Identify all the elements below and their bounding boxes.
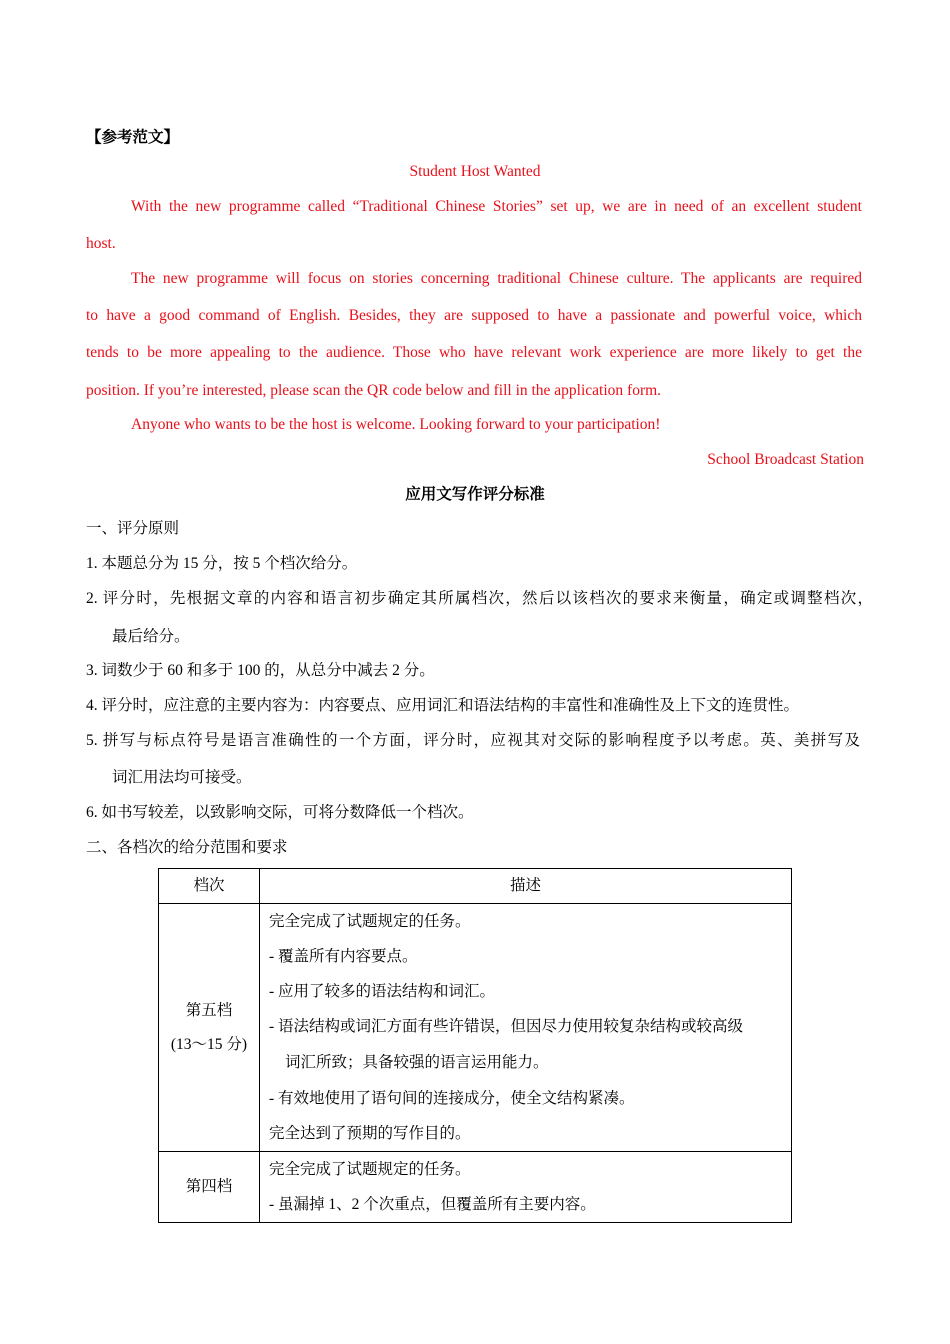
rule-5-line2: 词汇用法均可接受。 <box>112 769 252 786</box>
rule-6: 6. 如书写较差，以致影响交际，可将分数降低一个档次。 <box>86 804 474 821</box>
rule-2-line2: 最后给分。 <box>112 628 190 645</box>
level5-desc-1: 完全完成了试题规定的任务。 <box>269 913 471 930</box>
table-header-row <box>159 869 792 904</box>
column-header-description: 描述 <box>260 869 792 904</box>
level4-desc-1: 完全完成了试题规定的任务。 <box>269 1161 471 1178</box>
level5-desc-2: - 覆盖所有内容要点。 <box>269 948 418 965</box>
level5-description <box>260 904 792 1152</box>
rubric-table <box>158 868 792 1223</box>
essay-p2-line3: tends to be more appealing to the audience. Those who have relevant work experience are more likely to get the <box>86 344 862 361</box>
essay-title: Student Host Wanted <box>409 163 541 180</box>
level4-desc-2: - 虽漏掉 1、2 个次重点，但覆盖所有主要内容。 <box>269 1196 596 1213</box>
level5-desc-4: - 语法结构或词汇方面有些许错误，但因尽力使用较复杂结构或较高级 <box>269 1018 744 1035</box>
level4-cell <box>159 1152 260 1223</box>
rule-1: 1. 本题总分为 15 分，按 5 个档次给分。 <box>86 555 358 572</box>
level5-desc-6: - 有效地使用了语句间的连接成分，使全文结构紧凑。 <box>269 1090 635 1107</box>
level5-desc-5: 词汇所致；具备较强的语言运用能力。 <box>285 1054 549 1071</box>
rule-5-line1: 5. 拼写与标点符号是语言准确性的一个方面，评分时，应视其对交际的影响程度予以考虑。英、美拼写及 <box>86 732 860 749</box>
rule-2-line1: 2. 评分时，先根据文章的内容和语言初步确定其所属档次，然后以该档次的要求来衡量，确定或调整档次， <box>86 590 873 607</box>
level5-desc-7: 完全达到了预期的写作目的。 <box>269 1125 471 1142</box>
section1-heading: 一、评分原则 <box>86 520 180 537</box>
essay-p1-line1: With the new programme called “Traditional Chinese Stories” set up, we are in need of an excellent student <box>131 198 862 215</box>
table-row-level4 <box>159 1152 792 1223</box>
level5-desc-3: - 应用了较多的语法结构和词汇。 <box>269 983 496 1000</box>
rubric-title: 应用文写作评分标准 <box>405 486 545 503</box>
essay-signature: School Broadcast Station <box>707 451 864 468</box>
section2-heading: 二、各档次的给分范围和要求 <box>86 839 288 856</box>
column-header-level: 档次 <box>159 869 260 904</box>
essay-p1-line2: host. <box>86 235 116 252</box>
level5-name: 第五档 <box>185 1001 233 1019</box>
table-row-level5 <box>159 904 792 1152</box>
level4-name: 第四档 <box>185 1178 233 1195</box>
essay-p2-line2: to have a good command of English. Besides, they are supposed to have a passionate and powerful voice, which <box>86 307 862 324</box>
level5-range: (13～15 分) <box>170 1035 248 1053</box>
rule-3: 3. 词数少于 60 和多于 100 的，从总分中减去 2 分。 <box>86 662 435 679</box>
essay-p3: Anyone who wants to be the host is welcome. Looking forward to your participation! <box>131 416 661 433</box>
level4-description <box>260 1152 792 1223</box>
level5-cell <box>159 904 260 1152</box>
essay-p2-line1: The new programme will focus on stories concerning traditional Chinese culture. The applicants are required <box>131 270 862 287</box>
essay-p2-line4: position. If you’re interested, please scan the QR code below and fill in the application form. <box>86 382 662 399</box>
rule-4: 4. 评分时，应注意的主要内容为：内容要点、应用词汇和语法结构的丰富性和准确性及上下文的连贯性。 <box>86 697 800 714</box>
essay-heading: 【参考范文】 <box>86 129 180 146</box>
